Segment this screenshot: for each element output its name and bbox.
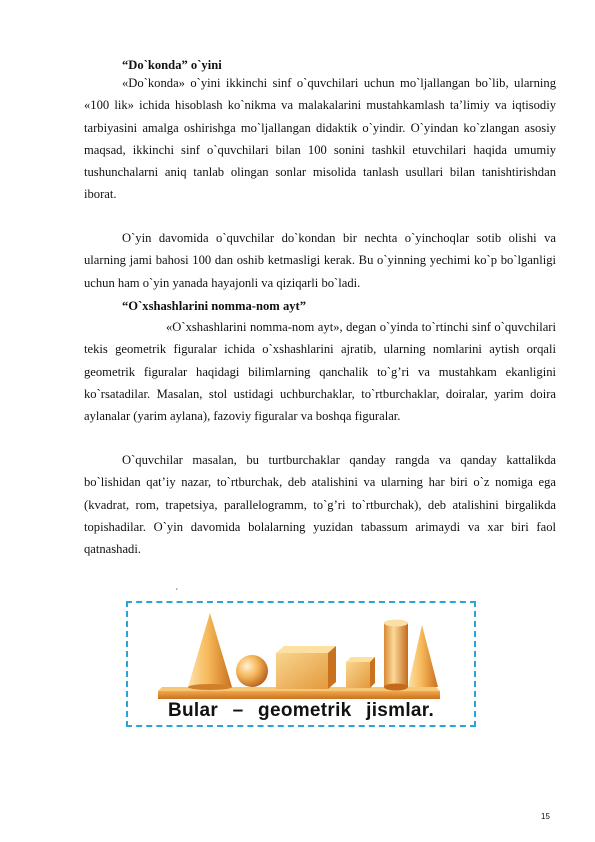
section-heading-oxshashlarini: “O`xshashlarini nomma-nom ayt” <box>122 299 307 313</box>
cube-shape <box>276 646 336 689</box>
stray-mark: ´ <box>175 588 179 599</box>
cone-shape <box>188 613 232 690</box>
small-cube-shape <box>346 657 375 688</box>
paragraph-oxshashlarini-details: O`quvchilar masalan, bu turtburchaklar qanday rangda va qanday kattalikda bo`lishidan qat’iy nazar, to`rtburchak, deb atalishini va ularning har biri o`z nomiga ega (kvadrat, rom, trapetsiya, parallelogramm, to`g’ri to`rtburchak), deb atalishini birgalikda topishadilar. O`yin davomida bolalarning yuzidan tabassum arimaydi va xar biri faol qatnashadi. <box>84 453 556 557</box>
paragraph-intro-dokonda: «Do`konda» o`yini ikkinchi sinf o`quvchilari uchun mo`ljallangan bo`lib, ularning «100 lik» ichida hisoblash ko`nikma va malakalarini mustahkamlash ta’limiy va iqtisodiy tarbiyasini amalga oshirishga mo`ljallangan didaktik o`yindir. O`yindan ko`zlangan asosiy maqsad, ikkinchi sinf o`quvchilari bilan 100 sonini tashkil etuvchilari haqida umumiy tushunchalarni aniq tanlab olingan sonlar misolida tanlash usullari bilan tanishtirishdan iborat. <box>84 76 556 202</box>
right-cone-shape <box>408 625 438 687</box>
sphere-shape <box>236 655 268 687</box>
cylinder-shape <box>384 620 408 691</box>
paragraph-dokonda-rules: O`yin davomida o`quvchilar do`kondan bir nechta o`yinchoqlar sotib olishi va ularning jami bahosi 100 dan oshib ketmasligi kerak. Bu o`yinning yechimi ko`p bo`lganligi uchun ham o`yin yanada hayajonli va qiziqarli bo`ladi. <box>84 231 556 290</box>
page-number: 15 <box>541 812 550 821</box>
geometric-solids-figure <box>126 601 476 727</box>
geometric-solids-illustration <box>158 613 440 699</box>
paragraph-oxshashlarini-intro: «O`xshashlarini nomma-nom ayt», degan o`yinda to`rtinchi sinf o`quvchilari tekis geometrik figuralar ichida o`xshashlarini ajratib, ularning nomlarini aytish orqali geometrik figuralar haqidagi bilimlarning qanchalik to`g’ri va mustahkam ekanligini ko`rsatadilar. Masalan, stol ustidagi uchburchaklar, to`rtburchaklar, doiralar, yarim doira aylanalar (yarim aylana), fazoviy figuralar va boshqa figuralar. <box>84 320 556 424</box>
section-heading-dokonda: “Do`konda” o`yini <box>122 58 222 72</box>
figure-caption: Bular – geometrik jismlar. <box>167 700 435 721</box>
